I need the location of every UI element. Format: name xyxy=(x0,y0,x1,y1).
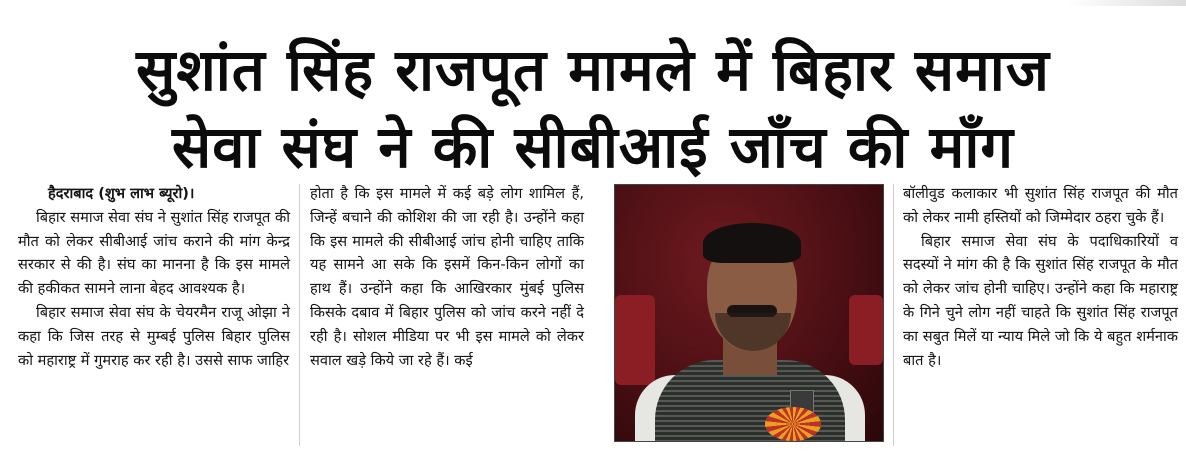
headline-line-2: सेवा संघ ने की सीबीआई जाँच की माँग xyxy=(171,113,1014,181)
article-column-1 xyxy=(18,182,290,372)
dateline-text: हैदराबाद (शुभ लाभ ब्यूरो)। xyxy=(48,185,195,202)
top-edge-fade xyxy=(1066,0,1186,6)
rosette-badge xyxy=(765,407,821,441)
headline-line-1: सुशांत सिंह राजपूत मामले में बिहार समाज xyxy=(136,36,1050,104)
paragraph: बॉलीवुड कलाकार भी सुशांत सिंह राजपूत की मौत को लेकर नामी हस्तियों को जिम्मेदार ठहरा चुके हैं। xyxy=(903,185,1178,226)
article-column-4 xyxy=(903,182,1178,372)
chair-right xyxy=(849,295,883,365)
paragraph: बिहार समाज सेवा संघ ने सुशांत सिंह राजपूत की मौत को लेकर सीबीआई जांच कराने की मांग केन्द्र सरकार से की है। संघ का मानना है कि इस मामले की हकीकत सामने लाना बेहद आवश्यक है। xyxy=(18,208,290,298)
column-divider xyxy=(893,184,894,446)
column-divider xyxy=(299,184,300,446)
chair-left xyxy=(615,295,655,385)
paragraph: बिहार समाज सेवा संघ के चेयरमैन राजू ओझा ने कहा कि जिस तरह से मुम्बई पुलिस बिहार पुलिस को महाराष्ट्र में गुमराह कर रही है। उससे साफ जाहिर xyxy=(18,303,290,369)
hair xyxy=(703,223,801,263)
article-column-2 xyxy=(310,182,584,372)
paragraph: बिहार समाज सेवा संघ के पदाधिकारियों व सदस्यों ने मांग की है कि सुशांत सिंह राजपूत के मौत को लेकर जांच होनी चाहिए। उन्होंने कहा कि महाराष्ट्र के गिने चुने लोग नहीं चाहते कि सुशांत सिंह राजपूत का सबुत मिलें या न्याय मिले जो कि ये बहुत शर्मनाक बात है। xyxy=(903,232,1178,369)
portrait-photo-icon xyxy=(614,184,884,442)
dateline xyxy=(18,182,290,206)
paragraph: होता है कि इस मामले में कई बड़े लोग शामिल हैं, जिन्हें बचाने की कोशिश की जा रही है। उन्होंने कहा कि इस मामले की सीबीआई जांच होनी चाहिए ताकि यह सामने आ सके कि इसमें किन-किन लोगों का हाथ हैं। उन्होंने कहा कि आखिरकार मुंबई पुलिस किसके दबाव में बिहार पुलिस को जांच करने नहीं दे रही है। सोशल मीडिया पर भी इस मामले को लेकर सवाल खड़े किये जा रहे हैं। कई xyxy=(310,185,584,369)
